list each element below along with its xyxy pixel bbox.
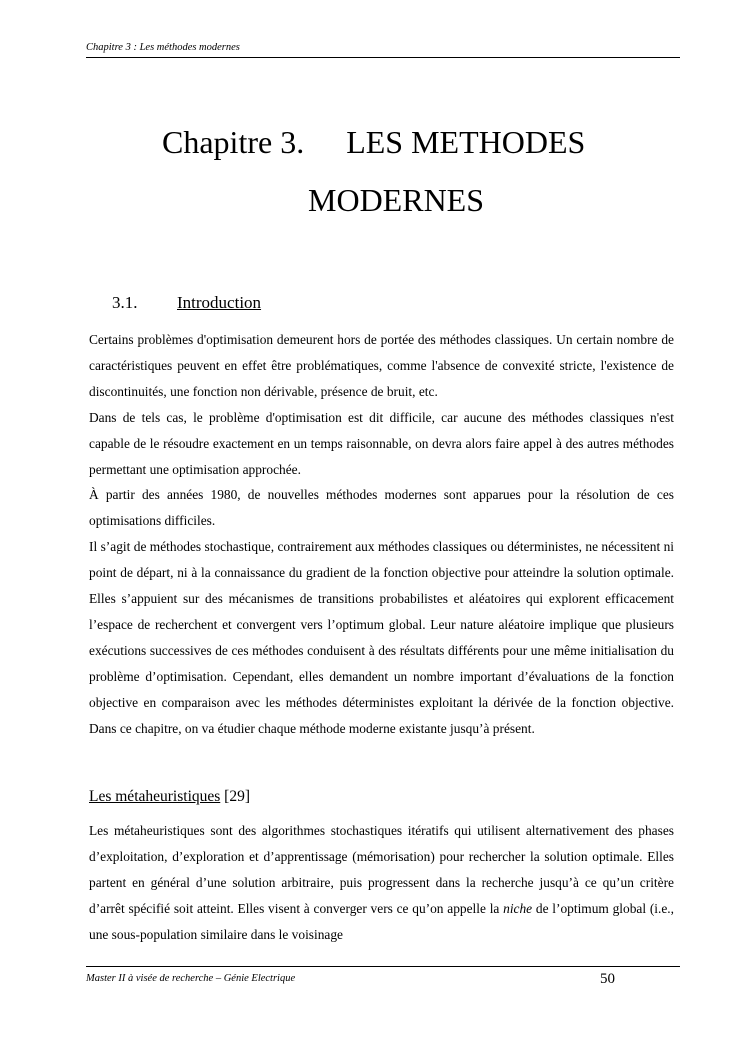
- metaheuristics-body: [89, 818, 674, 946]
- paragraph-text-end: de l’optimum global (i.e., une sous-population similaire dans le voisinage: [89, 900, 674, 942]
- subsection-title: Les métaheuristiques: [89, 788, 221, 805]
- subsection-heading: [89, 786, 250, 808]
- chapter-label: Chapitre 3.: [162, 124, 305, 160]
- running-header-title: Chapitre 3 : Les méthodes modernes: [86, 42, 240, 53]
- page-number: 50: [600, 971, 615, 987]
- chapter-name-part1: LES METHODES: [346, 124, 586, 160]
- paragraph: Certains problèmes d'optimisation demeurent hors de portée des méthodes classiques. Un certain nombre de caractéristiques peuvent en effet être problématiques, comme l'absence de convexité stricte, l'existence de discontinuités, une fonction non dérivable, présence de bruit, etc.: [89, 332, 674, 399]
- running-header: [86, 42, 680, 58]
- subsection-citation: [29]: [224, 788, 250, 805]
- chapter-name-part2: MODERNES: [308, 182, 485, 218]
- paragraph: [89, 818, 674, 946]
- chapter-title: [86, 113, 680, 229]
- emphasized-term: niche: [503, 900, 533, 916]
- section-title: Introduction: [177, 293, 262, 312]
- introduction-body: [89, 327, 674, 742]
- chapter-title-line1: [86, 113, 680, 171]
- footer-text: Master II à visée de recherche – Génie Electrique: [86, 973, 296, 984]
- page-footer: [86, 966, 680, 986]
- paragraph: Il s’agit de méthodes stochastique, contrairement aux méthodes classiques ou déterministes, ne nécessitent ni point de départ, ni à la connaissance du gradient de la fonction objective pour atteindre la solution optimale. Elles s’appuient sur des mécanismes de transitions probabilistes et aléatoires qui explorent efficacement l’espace de recherchent et convergent vers l’optimum global. Leur nature aléatoire implique que plusieurs exécutions successives de ces méthodes conduisent à des résultats différents pour une même initialisation du problème d’optimisation. Cependant, elles demandent un nombre important d’évaluations de la fonction objective en comparaison avec les méthodes déterministes exploitant la dérivée de la fonction objective. Dans ce chapitre, on va étudier chaque méthode moderne existante jusqu’à présent.: [89, 539, 674, 736]
- paragraph: Dans de tels cas, le problème d'optimisation est dit difficile, car aucune des méthodes classiques n'est capable de le résoudre exactement en un temps raisonnable, on devra alors faire appel à des autres méthodes permettant une optimisation approchée.: [89, 409, 674, 477]
- section-heading: [112, 292, 261, 314]
- section-number: 3.1.: [112, 293, 138, 312]
- paragraph: À partir des années 1980, de nouvelles méthodes modernes sont apparues pour la résolution de ces optimisations difficiles.: [89, 487, 674, 529]
- paragraph-text-start: Les métaheuristiques sont des algorithmes stochastiques itératifs qui utilisent alternativement des phases d’exploitation, d’exploration et d’apprentissage (mémorisation) pour rechercher la solution optimale. Elles partent en général d’une solution arbitraire, puis progressent dans la recherche jusqu’à ce qu’un critère d’arrêt spécifié soit atteint. Elles visent à converger vers ce qu’on appelle la: [89, 823, 674, 916]
